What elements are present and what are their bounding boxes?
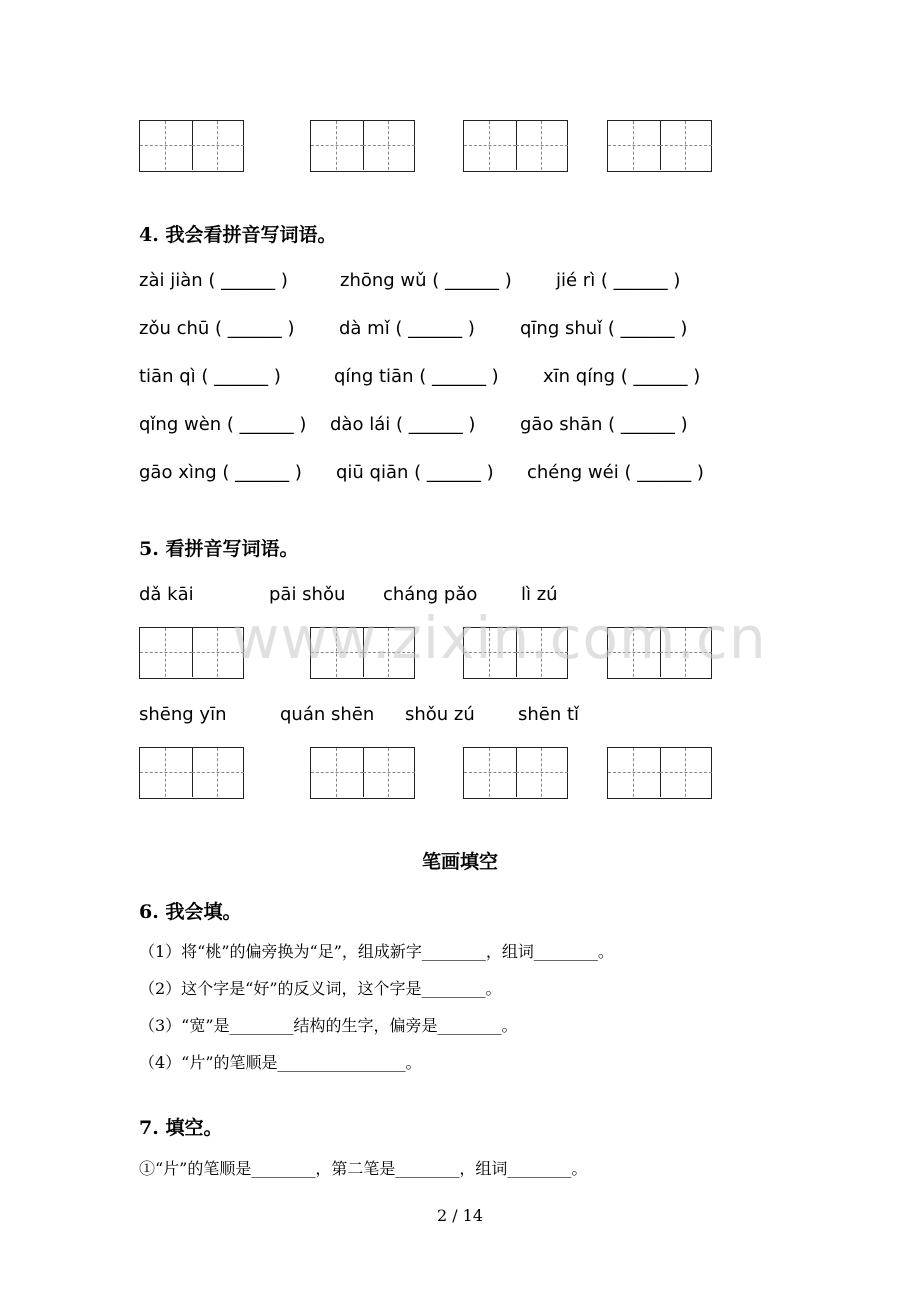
pinyin-label: pāi shǒu [269,584,346,605]
pinyin-item: qīng shuǐ ( ______ ) [520,318,688,339]
pinyin-item: jié rì ( ______ ) [556,270,681,291]
pinyin-item: gāo xìng ( ______ ) [139,462,302,483]
pinyin-label: shēn tǐ [518,704,580,725]
section4-heading: 4. 我会看拼音写词语。 [139,224,337,246]
writing-box[interactable] [139,747,244,799]
pinyin-label: dǎ kāi [139,584,194,605]
pinyin-item: xīn qíng ( ______ ) [543,366,701,387]
pinyin-item: zǒu chū ( ______ ) [139,318,295,339]
writing-box[interactable] [310,747,415,799]
pinyin-item: qíng tiān ( ______ ) [334,366,499,387]
pinyin-item: zhōng wǔ ( ______ ) [340,270,512,291]
writing-box[interactable] [139,627,244,679]
writing-grid-row-top [0,120,920,176]
pinyin-item: chéng wéi ( ______ ) [527,462,704,483]
pinyin-item: qiū qiān ( ______ ) [336,462,494,483]
fill-item: （4）“片”的笔顺是________________。 [139,1053,422,1072]
pinyin-item: tiān qì ( ______ ) [139,366,281,387]
writing-box[interactable] [607,120,712,172]
pinyin-label: quán shēn [280,704,375,725]
pinyin-label: shǒu zú [405,704,475,725]
fill-item: （2）这个字是“好”的反义词，这个字是________。 [139,979,502,998]
pinyin-item: gāo shān ( ______ ) [520,414,688,435]
pinyin-item: dà mǐ ( ______ ) [339,318,475,339]
section5-heading: 5. 看拼音写词语。 [139,538,299,560]
section7-heading: 7. 填空。 [139,1117,223,1139]
writing-box[interactable] [463,120,568,172]
pinyin-item: zài jiàn ( ______ ) [139,270,288,291]
pinyin-item: qǐng wèn ( ______ ) [139,414,307,435]
pinyin-item: dào lái ( ______ ) [330,414,476,435]
writing-box[interactable] [463,747,568,799]
section6-heading: 6. 我会填。 [139,901,242,923]
pinyin-label: cháng pǎo [383,584,478,605]
page-number: 2 / 14 [436,1206,484,1225]
pinyin-label: lì zú [521,584,558,605]
watermark: www.zixin.com.cn [232,604,767,672]
fill-item: （3）“宽”是________结构的生字，偏旁是________。 [139,1016,518,1035]
writing-grid-row-2 [0,747,920,803]
fill-item: ①“片”的笔顺是________，第二笔是________，组词________。 [139,1159,588,1178]
fill-item: （1）将“桃”的偏旁换为“足”，组成新字________，组词________。 [139,942,614,961]
pinyin-label: shēng yīn [139,704,227,725]
writing-box[interactable] [607,747,712,799]
writing-box[interactable] [310,120,415,172]
writing-box[interactable] [139,120,244,172]
center-title: 笔画填空 [421,851,498,873]
